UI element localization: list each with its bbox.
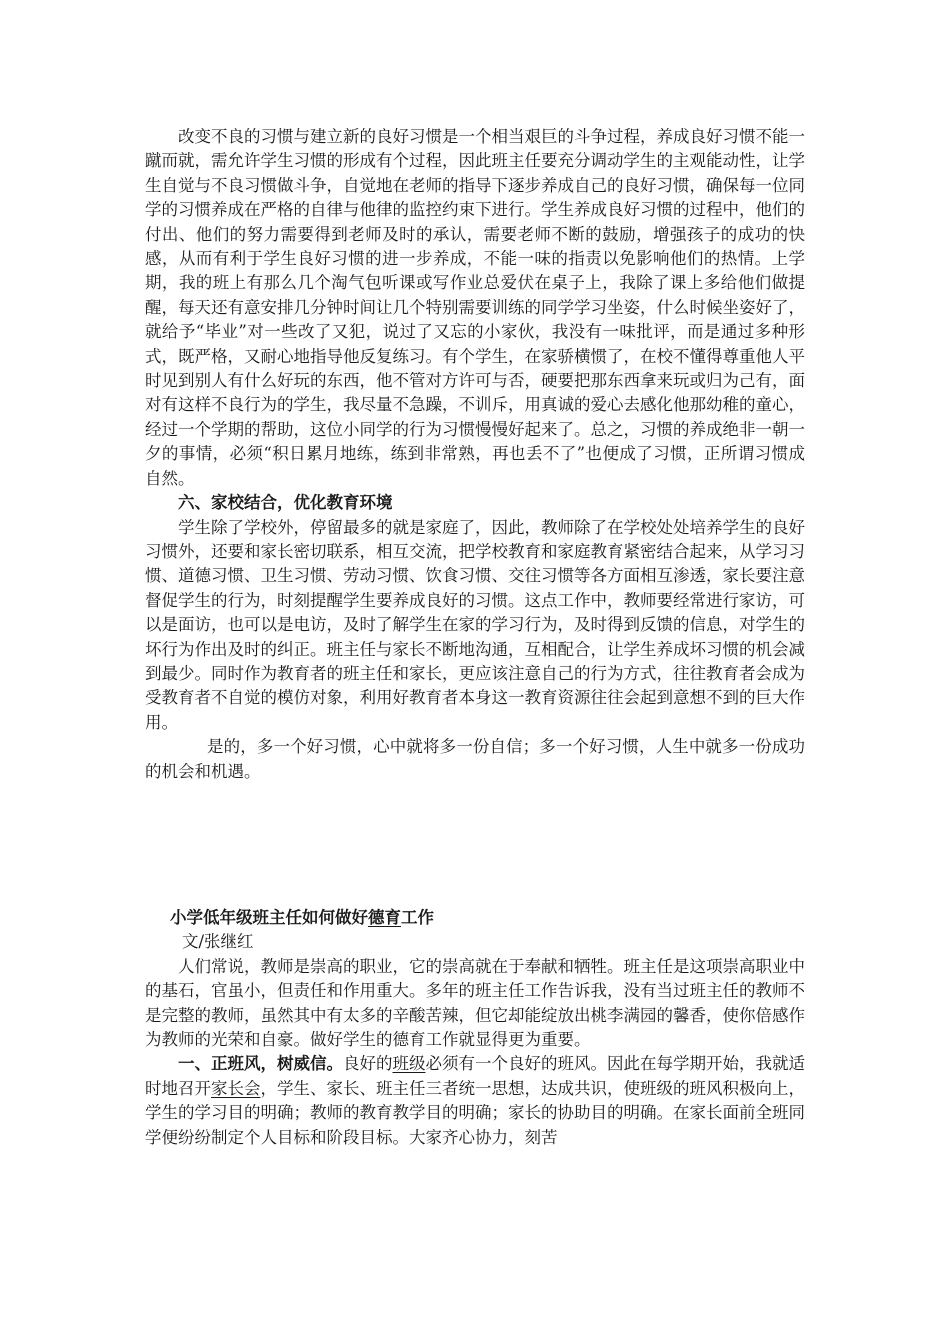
- paragraph-class-style: [145, 1052, 805, 1150]
- article-author: 文/张继红: [182, 932, 254, 952]
- document-page: [145, 125, 805, 1150]
- section-heading-six: 六、家校结合，优化教育环境: [178, 493, 393, 513]
- paragraph-habits: 改变不良的习惯与建立新的良好习惯是一个相当艰巨的斗争过程，养成良好习惯不能一蹴而就，需允许学生习惯的形成有个过程，因此班主任要充分调动学生的主观能动性，让学生自觉与不良习惯做斗争，自觉地在老师的指导下逐步养成自己的良好习惯，确保每一位同学的习惯养成在严格的自律与他律的监控约束下进行。学生养成良好习惯的过程中，他们的付出、他们的努力需要得到老师及时的承认，需要老师不断的鼓励，增强孩子的成功的快感，从而有利于学生良好习惯的进一步养成，不能一味的指责以免影响他们的热情。上学期，我的班上有那么几个淘气包听课或写作业总爱伏在桌子上，我除了课上多给他们做提醒，每天还有意安排几分钟时间让几个特别需要训练的同学学习坐姿，什么时候坐姿好了，就给予“毕业”对一些改了又犯，说过了又忘的小家伙，我没有一味批评，而是通过多种形式，既严格，又耐心地指导他反复练习。有个学生，在家骄横惯了，在校不懂得尊重他人平时见到别人有什么好玩的东西，他不管对方许可与否，硬要把那东西拿来玩或归为己有，面对有这样不良行为的学生，我尽量不急躁，不训斥，用真诚的爱心去感化他那幼稚的童心，经过一个学期的帮助，这位小同学的行为习惯慢慢好起来了。总之，习惯的养成绝非一朝一夕的事情，必须“积日累月地练，练到非常熟，再也丢不了”也便成了习惯，正所谓习惯成自然。: [145, 127, 805, 488]
- title-link-moral-education[interactable]: 德育: [368, 907, 401, 927]
- link-parent-meeting[interactable]: 家长会: [211, 1078, 261, 1098]
- title-text-b: 工作: [401, 907, 434, 927]
- text-segment-c: ，学生、家长、班主任三者统一思想，达成共识，使班级的班风积极向上，学生的学习目的明确；教师的教育教学目的明确；家长的协助目的明确。在家长面前全班同学便纷纷制定个人目标和阶段目标。大家齐心协力，刻苦: [145, 1078, 805, 1147]
- paragraph-home-school: 学生除了学校外，停留最多的就是家庭了，因此，教师除了在学校处处培养学生的良好习惯外，还要和家长密切联系，相互交流，把学校教育和家庭教育紧密结合起来，从学习习惯、道德习惯、卫生习惯、劳动习惯、饮食习惯、交往习惯等各方面相互渗透，家长要注意督促学生的行为，时刻提醒学生要养成良好的习惯。这点工作中，教师要经常进行家访，可以是面访，也可以是电访，及时了解学生在家的学习行为，及时得到反馈的信息，对学生的坏行为作出及时的纠正。班主任与家长不断地沟通，互相配合，让学生养成坏习惯的机会减到最少。同时作为教育者的班主任和家长，更应该注意自己的行为方式，往往教育者会成为受教育者不自觉的模仿对象，利用好教育者本身这一教育资源往往会起到意想不到的巨大作用。: [145, 517, 805, 732]
- text-segment-a: 良好的: [343, 1054, 393, 1074]
- article-title: [170, 906, 805, 930]
- section-heading-one: 一、正班风，树威信。: [178, 1054, 343, 1074]
- title-text-a: 小学低年级班主任如何做好: [170, 907, 368, 927]
- link-class[interactable]: 班级: [392, 1054, 426, 1074]
- paragraph-conclusion: 是的，多一个好习惯，心中就将多一份自信；多一个好习惯，人生中就多一份成功的机会和机遇。: [145, 737, 805, 781]
- text-segment-b: 必须有一个良好的班风。因此在每学期开始，我就适时地召开: [145, 1054, 805, 1098]
- paragraph-intro: 人们常说，教师是崇高的职业，它的崇高就在于奉献和牺牲。班主任是这项崇高职业中的基石，官虽小，但责任和作用重大。多年的班主任工作告诉我，没有当过班主任的教师不是完整的教师，虽然其中有太多的辛酸苦辣，但它却能绽放出桃李满园的馨香，使你倍感作为教师的光荣和自豪。做好学生的德育工作就显得更为重要。: [145, 956, 805, 1049]
